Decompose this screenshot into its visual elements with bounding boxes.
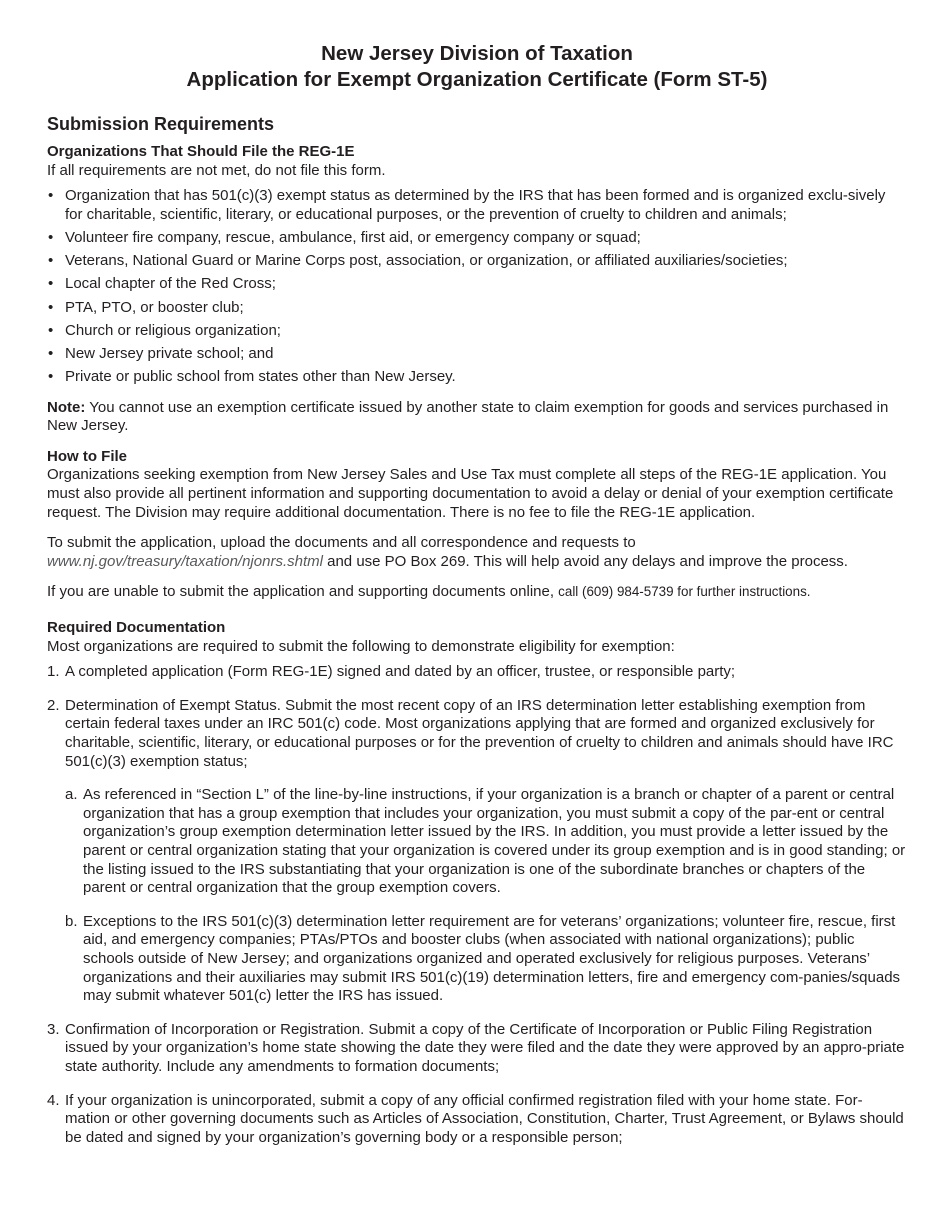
required-documents-list (47, 663, 907, 1147)
sub-list-item-text: Exceptions to the IRS 501(c)(3) determination letter requirement are for veterans’ organizations; volunteer fire, rescue, first aid, and emergency companies; PTAs/PTOs and booster clubs (when associated with national organizations); public schools outside of New Jersey; and organizations organized and operated exclusively for religious purposes. Veterans’ organizations and their auxiliaries may submit IRS 501(c)(19) determination letters, fire and emergency com-panies/squads may submit whatever 501(c) letter the IRS has issued. (83, 912, 901, 1005)
sub-list-item (65, 786, 907, 898)
bullet-icon: • (48, 368, 54, 386)
list-item-text: If your organization is unincorporated, submit a copy of any official confirmed registration filed with your home state. For-mation or other governing documents such as Articles of Association, Constitution, Charter, Trust Agreement, or Bylaws should be dated and signed by your organization’s governing body or a responsible person; (65, 1091, 904, 1146)
list-item (47, 1021, 907, 1077)
list-item-text: Church or religious organization; (65, 321, 281, 339)
upload-text-after: and use PO Box 269. This will help avoid any delays and improve the process. (322, 552, 848, 570)
offline-instructions-paragraph (47, 583, 907, 602)
list-item-text: A completed application (Form REG-1E) signed and dated by an officer, trustee, or responsible party; (65, 663, 736, 681)
upload-text-before: To submit the application, upload the documents and all correspondence and requests to (47, 534, 636, 552)
list-item (47, 1092, 907, 1148)
title-line-2: Application for Exempt Organization Certificate (Form ST-5) (186, 68, 768, 91)
list-item-text: Determination of Exempt Status. Submit the most recent copy of an IRS determination letter establishing exemption from certain federal taxes under an IRC 501(c) code. Most organizations applying that are formed and organized exclusively for charitable, scientific, literary, or educational purposes or for the prevention of cruelty to children and animals should have IRC 501(c)(3) exemption status; (65, 696, 894, 770)
how-to-file-paragraph: Organizations seeking exemption from New Jersey Sales and Use Tax must complete all steps of the REG-1E application. You must also provide all pertinent information and supporting documentation to avoid a delay or denial of your exemption certificate request. The Division may require additional documentation. There is no fee to file the REG-1E application. (47, 466, 894, 521)
offline-text: If you are unable to submit the application and supporting documents online, (47, 583, 559, 601)
list-item-text: New Jersey private school; and (65, 344, 274, 362)
bullet-icon: • (48, 298, 54, 316)
list-item-text: Local chapter of the Red Cross; (65, 275, 276, 293)
item-number: 1. (47, 663, 60, 681)
list-item (47, 697, 907, 1006)
exempt-status-sublist (65, 786, 907, 1006)
bullet-icon: • (48, 187, 54, 205)
note-label: Note: (47, 398, 86, 416)
submission-requirements-heading: Submission Requirements (47, 114, 275, 134)
item-letter: b. (65, 912, 78, 930)
list-item (47, 187, 907, 224)
how-to-file-heading: How to File (47, 447, 127, 465)
sub-list-item (65, 913, 907, 1006)
bullet-icon: • (48, 321, 54, 339)
list-item (47, 299, 907, 318)
list-item (47, 322, 907, 341)
item-number: 3. (47, 1020, 60, 1038)
document-title (47, 41, 907, 93)
list-item (47, 275, 907, 294)
phone-instructions: call (609) 984-5739 for further instructions. (558, 584, 811, 600)
list-item (47, 345, 907, 364)
who-should-file-heading: Organizations That Should File the REG-1E (47, 143, 355, 160)
list-item (47, 663, 907, 682)
njonrs-link[interactable]: www.nj.gov/treasury/taxation/njonrs.shtml (47, 552, 323, 570)
list-item-text: Private or public school from states other than New Jersey. (65, 368, 456, 386)
list-item (47, 252, 907, 271)
item-letter: a. (65, 786, 78, 804)
required-documentation-heading: Required Documentation (47, 619, 226, 637)
upload-instructions-paragraph (47, 534, 907, 571)
list-item-text: Volunteer fire company, rescue, ambulance, first aid, or emergency company or squad; (65, 228, 641, 246)
list-item-text: Confirmation of Incorporation or Registration. Submit a copy of the Certificate of Incorporation or Public Filing Registration issued by your organization’s home state showing the date they were filed and the date they were approved by an appro-priate state authority. Include any amendments to formation documents; (65, 1020, 905, 1075)
item-number: 4. (47, 1091, 60, 1109)
bullet-icon: • (48, 275, 54, 293)
list-item (47, 229, 907, 248)
eligible-organizations-list (47, 187, 907, 387)
item-number: 2. (47, 696, 60, 714)
list-item-text: PTA, PTO, or booster club; (65, 298, 244, 316)
document-page (47, 41, 907, 1162)
who-should-file-intro: If all requirements are not met, do not file this form. (47, 161, 386, 179)
note-paragraph (47, 399, 907, 436)
bullet-icon: • (48, 228, 54, 246)
list-item-text: Veterans, National Guard or Marine Corps post, association, or organization, or affiliated auxiliaries/societies; (65, 252, 788, 270)
note-text: You cannot use an exemption certificate issued by another state to claim exemption for goods and services purchased in New Jersey. (47, 398, 889, 435)
title-line-1: New Jersey Division of Taxation (321, 42, 633, 65)
list-item-text: Organization that has 501(c)(3) exempt status as determined by the IRS that has been formed and is organized exclu-sively for charitable, scientific, literary, or educational purposes, or the prevention of cruelty to children and animals; (65, 187, 886, 223)
required-documentation-intro: Most organizations are required to submit the following to demonstrate eligibility for exemption: (47, 637, 675, 655)
list-item (47, 368, 907, 387)
bullet-icon: • (48, 344, 54, 362)
sub-list-item-text: As referenced in “Section L” of the line-by-line instructions, if your organization is a branch or chapter of a parent or central organization that has a group exemption that includes your organization, you must submit a copy of the par-ent or central organization’s group exemption determination letter issued by the IRS. In addition, you must provide a letter issued by the parent or central organization stating that your organization is covered under its group exemption and is in good standing; or the listing issued to the IRS substantiating that your organization is one of the subordinate branches or chapters of the parent or central organization that the group exemption covers. (83, 786, 906, 897)
bullet-icon: • (48, 252, 54, 270)
